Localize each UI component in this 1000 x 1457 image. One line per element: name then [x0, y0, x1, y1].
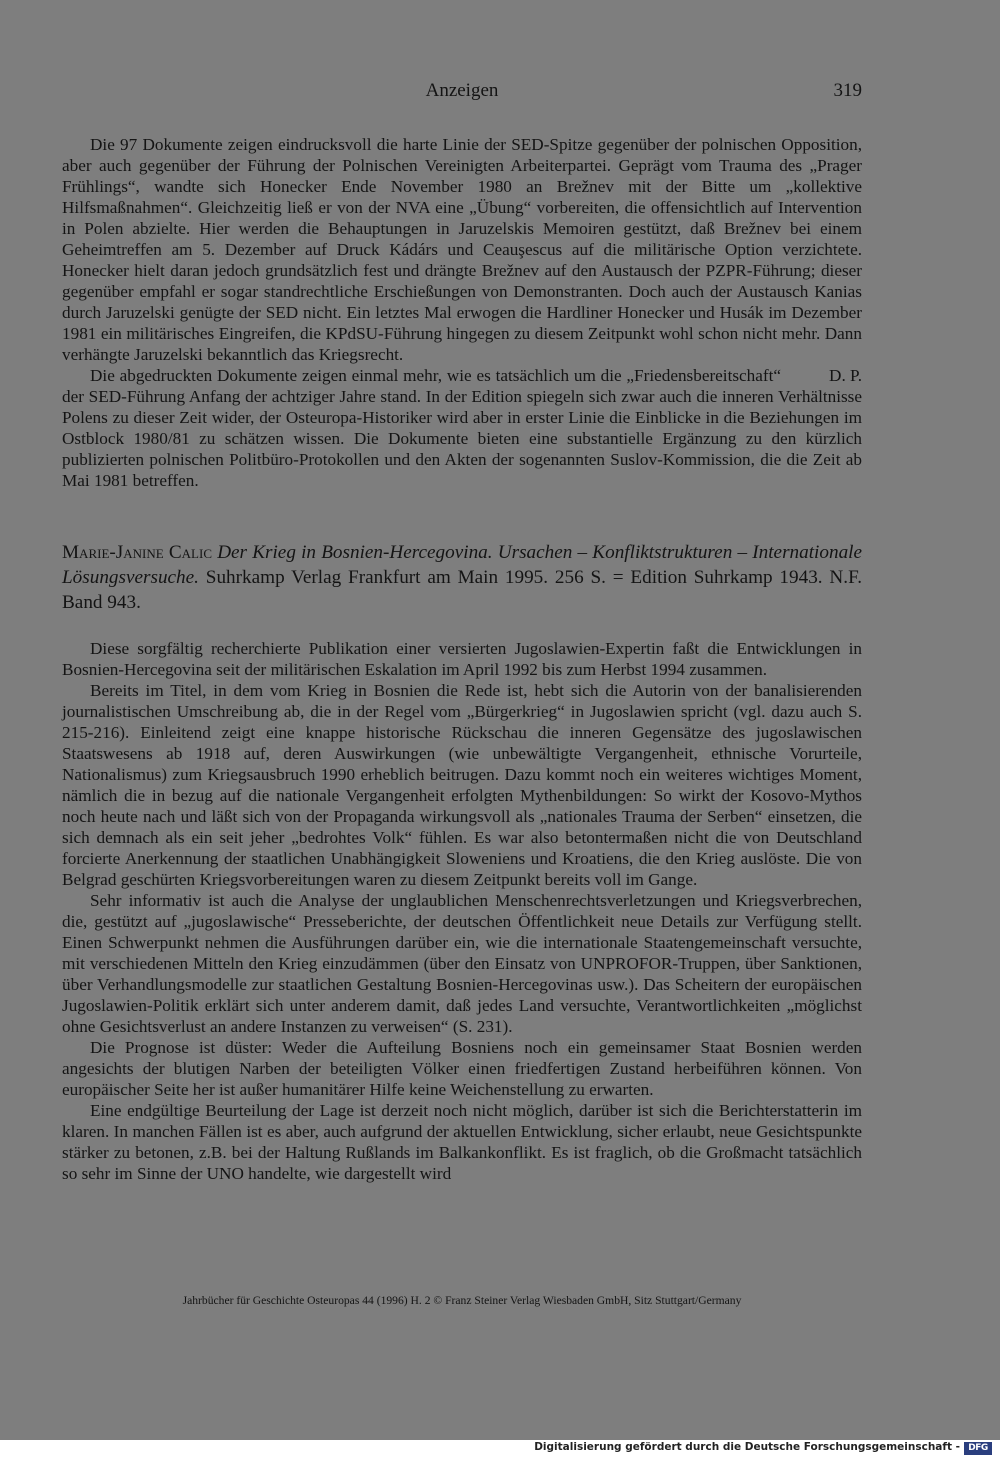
paragraph: Bereits im Titel, in dem vom Krieg in Bosnien die Rede ist, hebt sich die Autorin von der banalisierenden journalistischen Umschreibung ab, die in der Regel vom „Bürgerkrieg“ in Jugoslawien spricht (vgl. dazu auch S. 215-216). Einleitend zeigt eine knappe historische Rückschau die inneren Gegensätze des jugoslawischen Staatswesens ab 1918 auf, deren Auswirkungen (wie unbewältigte Vergangenheit, ethnische Vorurteile, Nationalismus) zum Kriegsausbruch 1990 erheblich beitrugen. Dazu kommt noch ein weiteres wichtiges Moment, nämlich die in bezug auf die nationale Vergangenheit erfolgten Mythenbildungen: So wirkt der Kosovo-Mythos noch heute nach und läßt sich von der Propaganda wirkungsvoll als „nationales Trauma der Serben“ einsetzen, die sich demnach als ein seit jeher „bedrohtes Volk“ fühlen. Es war also betontermaßen nicht die von Deutschland forcierte Anerkennung der staatlichen Unabhängigkeit Sloweniens und Kroatiens, die den Krieg auslöste. Die von Belgrad geschürten Kriegsvorbereitungen waren zu diesem Zeitpunkt bereits voll im Gange. — [62, 681, 862, 889]
review-publication: Suhrkamp Verlag Frankfurt am Main 1995. 256 S. = Edition Suhrkamp 1943. N.F. Band 943. — [62, 567, 863, 613]
dfg-logo: DFG — [964, 1442, 992, 1455]
paragraph: Eine endgültige Beurteilung der Lage ist derzeit noch nicht möglich, darüber ist sich die Berichterstatterin im klaren. In manchen Fällen ist es aber, auch aufgrund der aktuellen Entwicklung, sicher erlaubt, neue Gesichtspunkte stärker zu betonen, z.B. bei der Haltung Rußlands im Balkankonflikt. Es ist fraglich, ob die Großmacht tatsächlich so sehr im Sinne der UNO handelte, wie dargestellt wird — [62, 1101, 862, 1183]
journal-footer: Jahrbücher für Geschichte Osteuropas 44 (1996) H. 2 © Franz Steiner Verlag Wiesbaden GmbH, Sitz Stuttgart/Germany — [182, 1294, 742, 1307]
digitization-credit: Digitalisierung gefördert durch die Deutsche Forschungsgemeinschaft - — [534, 1441, 960, 1453]
review-text — [62, 638, 862, 1184]
paragraph: Die 97 Dokumente zeigen eindrucksvoll die harte Linie der SED-Spitze gegenüber der polnischen Opposition, aber auch gegenüber der Führung der Polnischen Vereinigten Arbeiterpartei. Geprägt vom Trauma des „Prager Frühlings“, wandte sich Honecker Ende November 1980 an Brežnev mit der Bitte um „kollektive Hilfsmaßnahmen“. Gleichzeitig ließ er von der NVA eine „Übung“ vorbereiten, die offensichtlich auf Intervention in Polen abzielte. Hier werden die Behauptungen in Jaruzelskis Memoiren gestützt, daß Brežnev bei einem Geheimtreffen am 5. Dezember auf Druck Kádárs und Ceauşescus auf die militärische Option verzichtete. Honecker hielt daran jedoch grundsätzlich fest und drängte Brežnev auf den Austausch der PZPR-Führung; dieser gegenüber empfahl er sogar standrechtliche Erschießungen von Demonstranten. Doch auch der Austausch Kanias durch Jaruzelski genügte der SED nicht. Ein letztes Mal erwogen die Hardliner Honecker und Husák im Dezember 1981 ein militärisches Eingreifen, die KPdSU-Führung hingegen zu diesem Zeitpunkt wohl schon nicht mehr. Dann verhängte Jaruzelski bekanntlich das Kriegsrecht. — [62, 135, 862, 364]
previous-review-text — [62, 134, 862, 491]
review-heading — [62, 540, 862, 615]
paragraph: Sehr informativ ist auch die Analyse der unglaublichen Menschenrechtsverletzungen und Kriegsverbrechen, die, gestützt auf „jugoslawische“ Presseberichte, der deutschen Öffentlichkeit neue Details zur Verfügung stellt. Einen Schwerpunkt nehmen die Ausführungen darüber ein, wie die internationale Staatengemeinschaft versuchte, mit verschiedenen Mitteln den Krieg einzudämmen (über den Einsatz von UNPROFOR-Truppen, über Sanktionen, über Verhandlungsmodelle zur staatlichen Gestaltung Bosnien-Hercegovinas usw.). Das Scheitern der europäischen Jugoslawien-Politik erklärt sich unter anderem damit, daß jedes Land versuchte, Verantwortlichkeiten „möglichst ohne Gesichtsverlust an andere Instanzen zu verweisen“ (S. 231). — [62, 891, 862, 1036]
paragraph-text: Die abgedruckten Dokumente zeigen einmal mehr, wie es tatsächlich um die „Friedensbereitschaft“ der SED-Führung Anfang der achtziger Jahre stand. In der Edition spiegeln sich zwar auch die inneren Verhältnisse Polens zu dieser Zeit wider, der Osteuropa-Historiker wird aber in erster Linie die Einblicke in die Beziehungen im Ostblock 1980/81 zu schätzen wissen. Die Dokumente bieten eine substantielle Ergänzung zu den kürzlich publizierten polnischen Politbüro-Protokollen und den Akten der sogenannten Suslov-Kommission, die die Zeit ab Mai 1981 betreffen. — [62, 366, 862, 490]
review-author: Marie-Janine Calic — [62, 542, 212, 563]
running-title: Anzeigen — [425, 80, 499, 101]
reviewer-initials: D. P. — [829, 366, 862, 385]
page-number: 319 — [833, 80, 862, 101]
running-header — [62, 80, 862, 108]
review-book-title: Der Krieg in Bosnien-Hercegovina. Ursachen – Konfliktstrukturen – Internationale Lösungsversuche. — [62, 542, 863, 588]
paragraph: Die Prognose ist düster: Weder die Aufteilung Bosniens noch ein gemeinsamer Staat Bosnien werden angesichts der blutigen Narben der beteiligten Völker einen friedfertigen Zustand herbeiführen können. Von europäischer Seite her ist außer humanitärer Hilfe keine Weichenstellung zu erwarten. — [62, 1038, 862, 1099]
paragraph: Diese sorgfältig recherchierte Publikation einer versierten Jugoslawien-Expertin faßt die Entwicklungen in Bosnien-Hercegovina seit der militärischen Eskalation im April 1992 bis zum Herbst 1994 zusammen. — [62, 639, 862, 679]
paragraph — [62, 365, 862, 491]
